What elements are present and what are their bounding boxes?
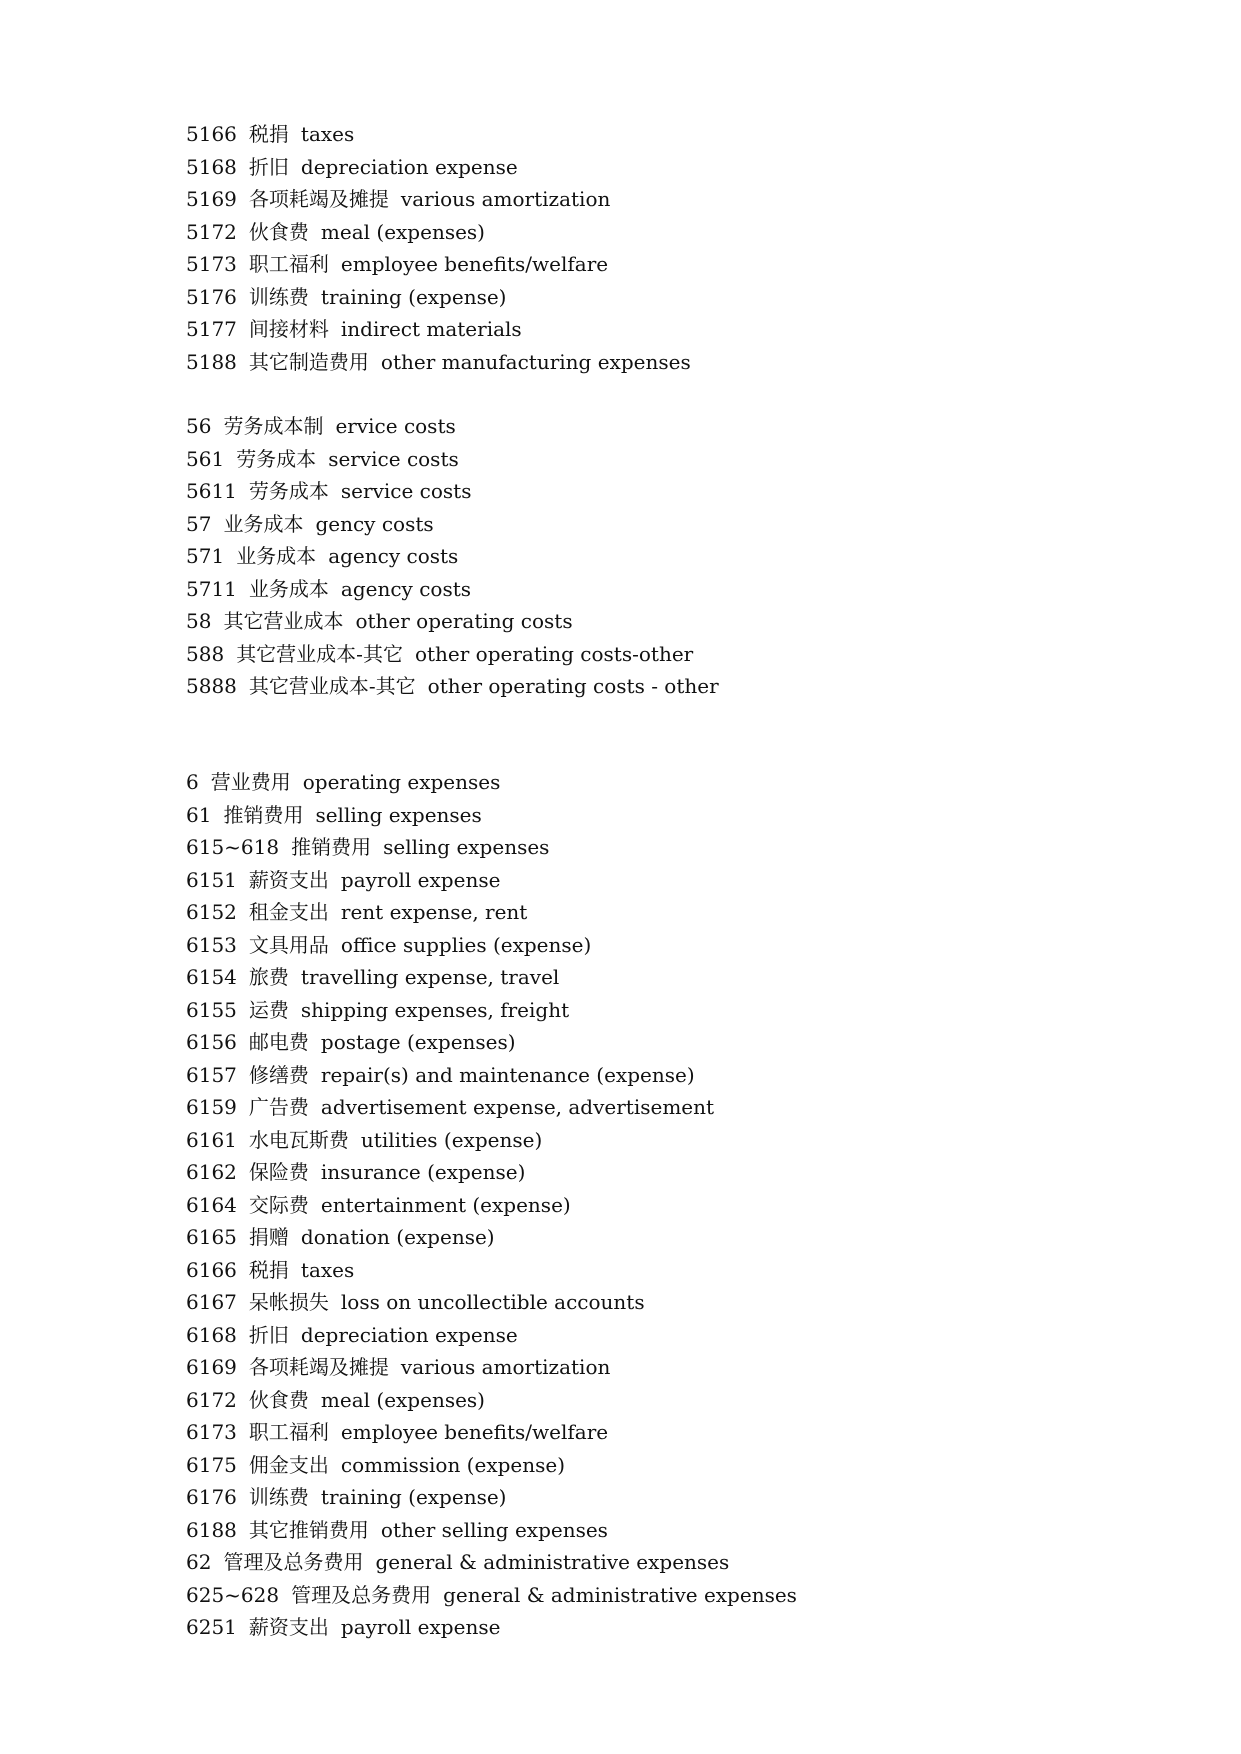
account-name-chinese: 折旧 bbox=[248, 154, 289, 179]
account-name-chinese: 文具用品 bbox=[248, 932, 329, 957]
account-line bbox=[186, 864, 1186, 897]
account-name-chinese: 薪资支出 bbox=[248, 1615, 329, 1639]
account-code: 62 bbox=[186, 1550, 212, 1574]
account-line bbox=[186, 1351, 1186, 1384]
account-line bbox=[186, 831, 1186, 864]
account-code: 6162 bbox=[186, 1160, 237, 1184]
account-name-english: other manufacturing expenses bbox=[380, 349, 691, 374]
account-code: 6159 bbox=[186, 1095, 237, 1119]
account-name-chinese: 训练费 bbox=[248, 1485, 309, 1509]
account-code: 5711 bbox=[186, 576, 237, 601]
account-name-english: depreciation expense bbox=[300, 154, 518, 179]
account-line bbox=[186, 248, 1186, 281]
account-code: 6 bbox=[186, 770, 199, 794]
account-name-chinese: 管理及总务费用 bbox=[291, 1582, 432, 1607]
account-name-chinese: 折旧 bbox=[248, 1322, 289, 1347]
account-code: 6251 bbox=[186, 1615, 237, 1639]
account-name-english: postage (expenses) bbox=[320, 1030, 516, 1054]
account-name-chinese: 劳务成本 bbox=[248, 479, 329, 503]
account-name-english: agency costs bbox=[340, 576, 472, 601]
account-code: 5888 bbox=[186, 674, 237, 698]
account-code: 6166 bbox=[186, 1257, 237, 1282]
account-code: 6165 bbox=[186, 1225, 237, 1249]
account-name-chinese: 劳务成本制 bbox=[223, 414, 324, 438]
account-code: 5173 bbox=[186, 252, 237, 276]
account-name-chinese: 税捐 bbox=[248, 1257, 289, 1282]
account-line bbox=[186, 1481, 1186, 1514]
account-line bbox=[186, 346, 1186, 379]
account-line bbox=[186, 766, 1186, 799]
account-line bbox=[186, 1579, 1186, 1612]
account-name-chinese: 营业费用 bbox=[210, 770, 291, 794]
account-code: 5176 bbox=[186, 284, 237, 309]
account-name-chinese: 各项耗竭及摊提 bbox=[248, 187, 389, 211]
account-name-english: other selling expenses bbox=[380, 1517, 608, 1542]
account-line bbox=[186, 1026, 1186, 1059]
account-line bbox=[186, 1449, 1186, 1482]
account-name-english: utilities (expense) bbox=[360, 1127, 543, 1152]
account-code: 588 bbox=[186, 641, 225, 666]
account-line bbox=[186, 1091, 1186, 1124]
account-name-english: rent expense, rent bbox=[340, 900, 528, 924]
account-code: 5169 bbox=[186, 187, 237, 211]
account-code: 6169 bbox=[186, 1355, 237, 1379]
account-line bbox=[186, 638, 1186, 671]
account-name-english: training (expense) bbox=[320, 1485, 507, 1509]
account-name-chinese: 广告费 bbox=[248, 1095, 309, 1119]
account-name-english: ervice costs bbox=[335, 414, 456, 438]
account-name-english: various amortization bbox=[400, 187, 611, 211]
account-name-english: agency costs bbox=[328, 544, 459, 568]
account-name-english: payroll expense bbox=[340, 867, 501, 892]
account-name-english: other operating costs-other bbox=[414, 641, 694, 666]
account-name-english: shipping expenses, freight bbox=[300, 997, 570, 1022]
account-name-english: insurance (expense) bbox=[320, 1160, 526, 1184]
account-code: 6164 bbox=[186, 1192, 237, 1217]
account-name-chinese: 伙食费 bbox=[248, 219, 309, 244]
account-code: 61 bbox=[186, 802, 212, 827]
account-line bbox=[186, 929, 1186, 962]
account-line bbox=[186, 1384, 1186, 1417]
account-code: 56 bbox=[186, 414, 212, 438]
account-code: 6188 bbox=[186, 1517, 237, 1542]
account-line bbox=[186, 508, 1186, 541]
account-line bbox=[186, 540, 1186, 573]
account-name-chinese: 劳务成本 bbox=[236, 446, 317, 471]
account-name-chinese: 交际费 bbox=[248, 1192, 309, 1217]
account-line bbox=[186, 281, 1186, 314]
account-line bbox=[186, 961, 1186, 994]
account-code: 58 bbox=[186, 609, 212, 633]
account-name-chinese: 修缮费 bbox=[248, 1062, 309, 1087]
account-name-chinese: 业务成本 bbox=[248, 576, 329, 601]
account-name-chinese: 业务成本 bbox=[223, 511, 304, 536]
account-code: 6161 bbox=[186, 1127, 237, 1152]
account-line bbox=[186, 1546, 1186, 1579]
account-name-english: other operating costs - other bbox=[427, 674, 719, 698]
account-name-english: selling expenses bbox=[383, 835, 550, 859]
account-name-chinese: 水电瓦斯费 bbox=[248, 1127, 349, 1152]
account-name-english: depreciation expense bbox=[300, 1322, 518, 1347]
account-name-english: meal (expenses) bbox=[320, 1387, 485, 1412]
account-name-chinese: 训练费 bbox=[248, 284, 309, 309]
account-code: 6176 bbox=[186, 1485, 237, 1509]
section-operating-expenses bbox=[186, 766, 1186, 1644]
account-code: 6153 bbox=[186, 932, 237, 957]
account-name-english: operating expenses bbox=[302, 770, 501, 794]
account-name-english: donation (expense) bbox=[300, 1225, 495, 1249]
account-name-chinese: 推销费用 bbox=[223, 802, 304, 827]
account-line bbox=[186, 183, 1186, 216]
account-code: 6155 bbox=[186, 997, 237, 1022]
account-name-english: general & administrative expenses bbox=[443, 1582, 797, 1607]
account-code: 5188 bbox=[186, 349, 237, 374]
account-name-chinese: 邮电费 bbox=[248, 1030, 309, 1054]
account-name-chinese: 呆帐损失 bbox=[248, 1290, 329, 1314]
account-line bbox=[186, 1611, 1186, 1644]
account-name-english: service costs bbox=[340, 479, 472, 503]
account-line bbox=[186, 151, 1186, 184]
account-name-english: selling expenses bbox=[315, 802, 482, 827]
account-name-chinese: 税捐 bbox=[248, 122, 289, 146]
account-name-english: taxes bbox=[300, 122, 355, 146]
account-code: 6175 bbox=[186, 1452, 237, 1477]
account-name-chinese: 保险费 bbox=[248, 1160, 309, 1184]
account-line bbox=[186, 1156, 1186, 1189]
account-code: 625~628 bbox=[186, 1582, 280, 1607]
account-code: 615~618 bbox=[186, 835, 280, 859]
account-name-english: various amortization bbox=[400, 1355, 611, 1379]
account-name-english: employee benefits/welfare bbox=[340, 1420, 609, 1444]
account-code: 6167 bbox=[186, 1290, 237, 1314]
account-name-chinese: 其它营业成本 bbox=[223, 609, 344, 633]
account-code: 571 bbox=[186, 544, 225, 568]
account-code: 5168 bbox=[186, 154, 237, 179]
account-name-chinese: 伙食费 bbox=[248, 1387, 309, 1412]
account-name-english: employee benefits/welfare bbox=[340, 252, 609, 276]
account-name-chinese: 职工福利 bbox=[248, 252, 329, 276]
account-name-chinese: 推销费用 bbox=[291, 835, 372, 859]
account-name-chinese: 其它制造费用 bbox=[248, 349, 369, 374]
account-line bbox=[186, 605, 1186, 638]
account-name-chinese: 旅费 bbox=[248, 965, 289, 989]
account-line bbox=[186, 1254, 1186, 1287]
account-code: 6173 bbox=[186, 1420, 237, 1444]
account-code: 6172 bbox=[186, 1387, 237, 1412]
account-line bbox=[186, 896, 1186, 929]
section-service-agency-costs bbox=[186, 410, 1186, 703]
account-line bbox=[186, 670, 1186, 703]
account-name-english: advertisement expense, advertisement bbox=[320, 1095, 715, 1119]
account-name-chinese: 佣金支出 bbox=[248, 1452, 329, 1477]
account-line bbox=[186, 1124, 1186, 1157]
account-name-english: payroll expense bbox=[340, 1615, 501, 1639]
account-name-chinese: 租金支出 bbox=[248, 900, 329, 924]
account-name-english: service costs bbox=[328, 446, 459, 471]
account-code: 6154 bbox=[186, 965, 237, 989]
account-name-english: taxes bbox=[300, 1257, 355, 1282]
account-line bbox=[186, 1514, 1186, 1547]
account-name-english: commission (expense) bbox=[340, 1452, 566, 1477]
account-name-chinese: 管理及总务费用 bbox=[223, 1550, 364, 1574]
account-line bbox=[186, 994, 1186, 1027]
account-name-chinese: 各项耗竭及摊提 bbox=[248, 1355, 389, 1379]
account-code: 6151 bbox=[186, 867, 237, 892]
account-name-english: office supplies (expense) bbox=[340, 932, 592, 957]
account-code: 5177 bbox=[186, 317, 237, 341]
account-name-chinese: 运费 bbox=[248, 997, 289, 1022]
account-line bbox=[186, 1286, 1186, 1319]
account-line bbox=[186, 799, 1186, 832]
account-name-chinese: 捐赠 bbox=[248, 1225, 289, 1249]
account-name-english: indirect materials bbox=[340, 317, 522, 341]
account-line bbox=[186, 1416, 1186, 1449]
account-line bbox=[186, 216, 1186, 249]
account-name-chinese: 其它营业成本-其它 bbox=[248, 674, 416, 698]
account-code: 5611 bbox=[186, 479, 237, 503]
account-code: 57 bbox=[186, 511, 212, 536]
account-line bbox=[186, 573, 1186, 606]
account-name-english: meal (expenses) bbox=[320, 219, 485, 244]
account-name-english: general & administrative expenses bbox=[375, 1550, 730, 1574]
account-code: 5166 bbox=[186, 122, 237, 146]
account-line bbox=[186, 443, 1186, 476]
account-code: 6168 bbox=[186, 1322, 237, 1347]
account-code: 5172 bbox=[186, 219, 237, 244]
account-line bbox=[186, 313, 1186, 346]
account-line bbox=[186, 475, 1186, 508]
section-manufacturing-overhead bbox=[186, 118, 1186, 378]
account-line bbox=[186, 410, 1186, 443]
account-name-chinese: 业务成本 bbox=[236, 544, 317, 568]
account-name-chinese: 其它营业成本-其它 bbox=[236, 641, 403, 666]
account-line bbox=[186, 1221, 1186, 1254]
account-code: 6157 bbox=[186, 1062, 237, 1087]
account-name-english: loss on uncollectible accounts bbox=[340, 1290, 645, 1314]
account-line bbox=[186, 118, 1186, 151]
account-name-english: other operating costs bbox=[355, 609, 573, 633]
account-code: 561 bbox=[186, 446, 225, 471]
account-name-chinese: 薪资支出 bbox=[248, 867, 329, 892]
account-name-english: gency costs bbox=[315, 511, 434, 536]
account-name-chinese: 职工福利 bbox=[248, 1420, 329, 1444]
account-name-chinese: 间接材料 bbox=[248, 317, 329, 341]
account-line bbox=[186, 1059, 1186, 1092]
account-name-english: travelling expense, travel bbox=[300, 965, 560, 989]
account-name-english: repair(s) and maintenance (expense) bbox=[320, 1062, 695, 1087]
account-line bbox=[186, 1319, 1186, 1352]
account-name-chinese: 其它推销费用 bbox=[248, 1517, 369, 1542]
account-line bbox=[186, 1189, 1186, 1222]
account-name-english: entertainment (expense) bbox=[320, 1192, 571, 1217]
account-name-english: training (expense) bbox=[320, 284, 507, 309]
account-code: 6152 bbox=[186, 900, 237, 924]
account-code: 6156 bbox=[186, 1030, 237, 1054]
